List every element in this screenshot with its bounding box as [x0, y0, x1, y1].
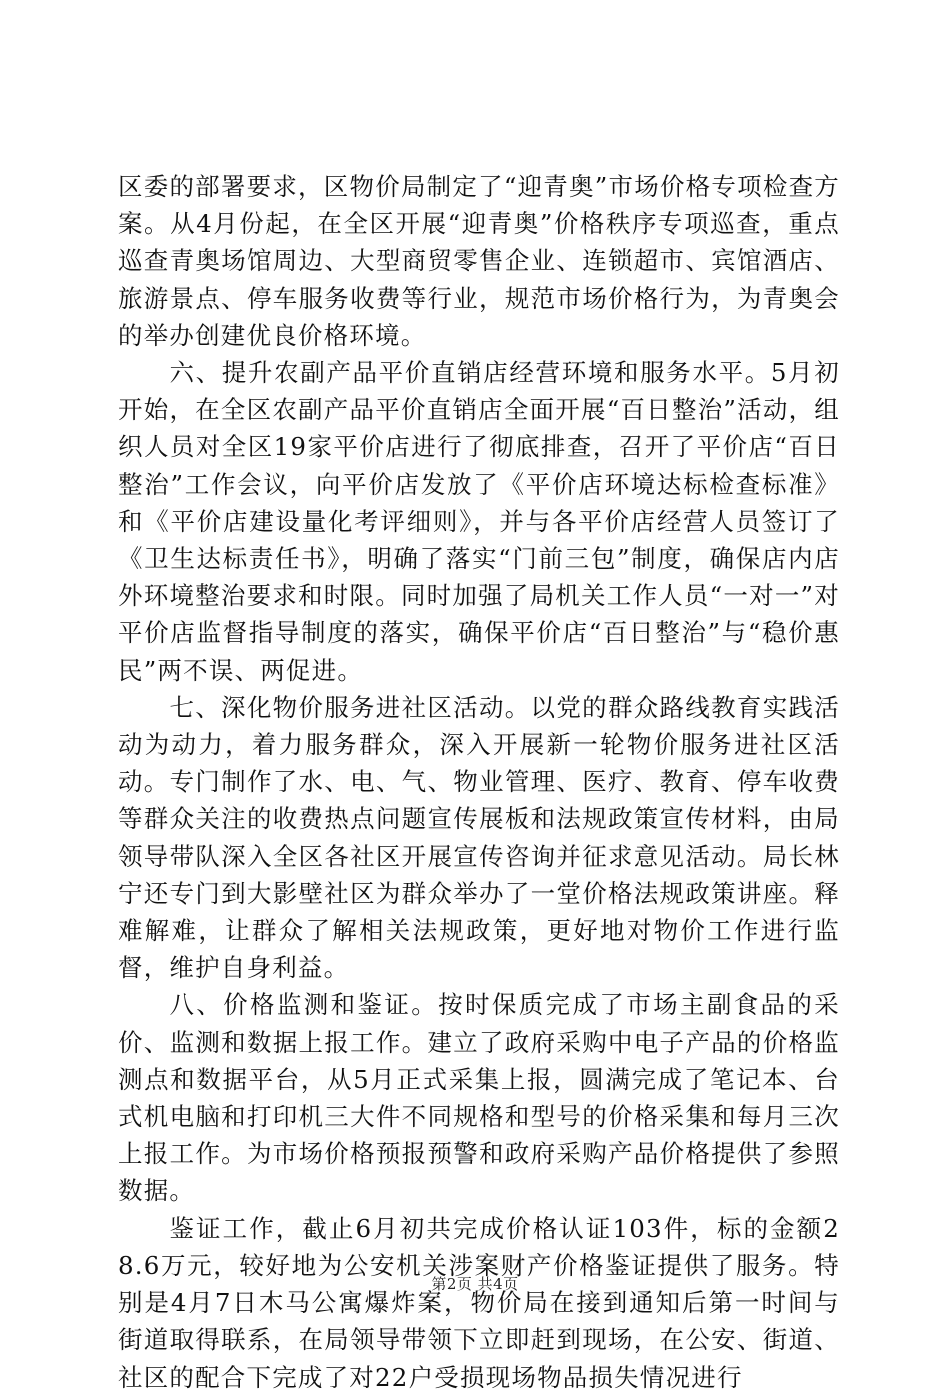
- paragraph-section-six: 六、提升农副产品平价直销店经营环境和服务水平。5月初开始，在全区农副产品平价直销店全面开展“百日整治”活动，组织人员对全区19家平价店进行了彻底排查，召开了平价店“百日整治”工作会议，向平价店发放了《平价店环境达标检查标准》和《平价店建设量化考评细则》，并与各平价店经营人员签订了《卫生达标责任书》，明确了落实“门前三包”制度，确保店内店外环境整治要求和时限。同时加强了局机关工作人员“一对一”对平价店监督指导制度的落实，确保平价店“百日整治”与“稳价惠民”两不误、两促进。: [118, 358, 840, 685]
- paragraph-appraisal: 鉴证工作，截止6月初共完成价格认证103件，标的金额28.6万元，较好地为公安机关涉案财产价格鉴证提供了服务。特别是4月7日木马公寓爆炸案，物价局在接到通知后第一时间与街道取得联系，在局领导带领下立即赶到现场，在公安、街道、社区的配合下完成了对22户受损现场物品损失情况进行: [118, 1213, 840, 1392]
- paragraph-section-seven: 七、深化物价服务进社区活动。以党的群众路线教育实践活动为动力，着力服务群众，深入开展新一轮物价服务进社区活动。专门制作了水、电、气、物业管理、医疗、教育、停车收费等群众关注的收费热点问题宣传展板和法规政策宣传材料，由局领导带队深入全区各社区开展宣传咨询并征求意见活动。局长林宁还专门到大影壁社区为群众举办了一堂价格法规政策讲座。释难解难，让群众了解相关法规政策，更好地对物价工作进行监督，维护自身利益。: [118, 692, 840, 983]
- paragraph-section-eight: 八、价格监测和鉴证。按时保质完成了市场主副食品的采价、监测和数据上报工作。建立了政府采购中电子产品的价格监测点和数据平台，从5月正式采集上报，圆满完成了笔记本、台式机电脑和打印机三大件不同规格和型号的价格采集和每月三次上报工作。为市场价格预报预警和政府采购产品价格提供了参照数据。: [118, 990, 840, 1206]
- paragraph-continuation: 区委的部署要求，区物价局制定了“迎青奥”市场价格专项检查方案。从4月份起，在全区开展“迎青奥”价格秩序专项巡查，重点巡查青奥场馆周边、大型商贸零售企业、连锁超市、宾馆酒店、旅游景点、停车服务收费等行业，规范市场价格行为，为青奥会的举办创建优良价格环境。: [118, 172, 840, 350]
- page-footer: 第2页 共4页: [431, 1275, 519, 1293]
- document-body: [118, 168, 840, 1396]
